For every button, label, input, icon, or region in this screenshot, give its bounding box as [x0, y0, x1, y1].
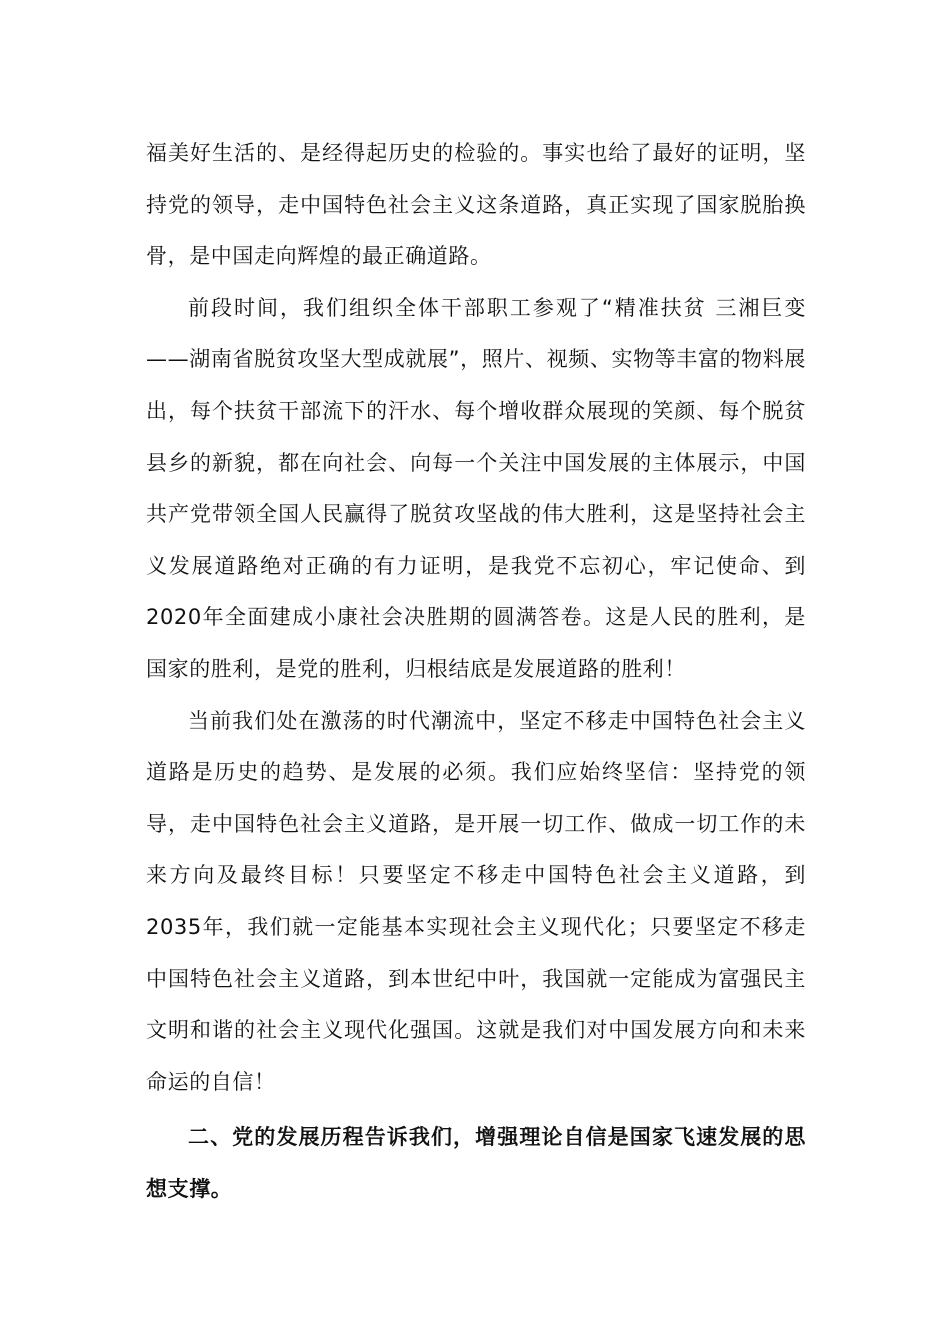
paragraph-exhibition: 前段时间，我们组织全体干部职工参观了“精准扶贫 三湘巨变——湖南省脱贫攻坚大型成就展”，照片、视频、实物等丰富的物料展出，每个扶贫干部流下的汗水、每个增收群众展现的笑颜、每个脱贫县乡的新貌，都在向社会、向每一个关注中国发展的主体展示，中国共产党带领全国人民赢得了脱贫攻坚战的伟大胜利，这是坚持社会主义发展道路绝对正确的有力证明，是我党不忘初心，牢记使命、到2020年全面建成小康社会决胜期的圆满答卷。这是人民的胜利，是国家的胜利，是党的胜利，归根结底是发展道路的胜利！	[146, 295, 806, 681]
section-heading: 二、党的发展历程告诉我们，增强理论自信是国家飞速发展的思想支撑。	[146, 1125, 806, 1201]
paragraph-current-era: 当前我们处在激荡的时代潮流中，坚定不移走中国特色社会主义道路是历史的趋势、是发展的必须。我们应始终坚信：坚持党的领导，走中国特色社会主义道路，是开展一切工作、做成一切工作的未来方向及最终目标！只要坚定不移走中国特色社会主义道路，到2035年，我们就一定能基本实现社会主义现代化；只要坚定不移走中国特色社会主义道路，到本世纪中叶，我国就一定能成为富强民主文明和谐的社会主义现代化强国。这就是我们对中国发展方向和未来命运的自信！	[146, 708, 806, 1094]
document-body	[146, 128, 806, 1215]
paragraph-continuation: 福美好生活的、是经得起历史的检验的。事实也给了最好的证明，坚持党的领导，走中国特色社会主义这条道路，真正实现了国家脱胎换骨，是中国走向辉煌的最正确道路。	[146, 141, 806, 269]
